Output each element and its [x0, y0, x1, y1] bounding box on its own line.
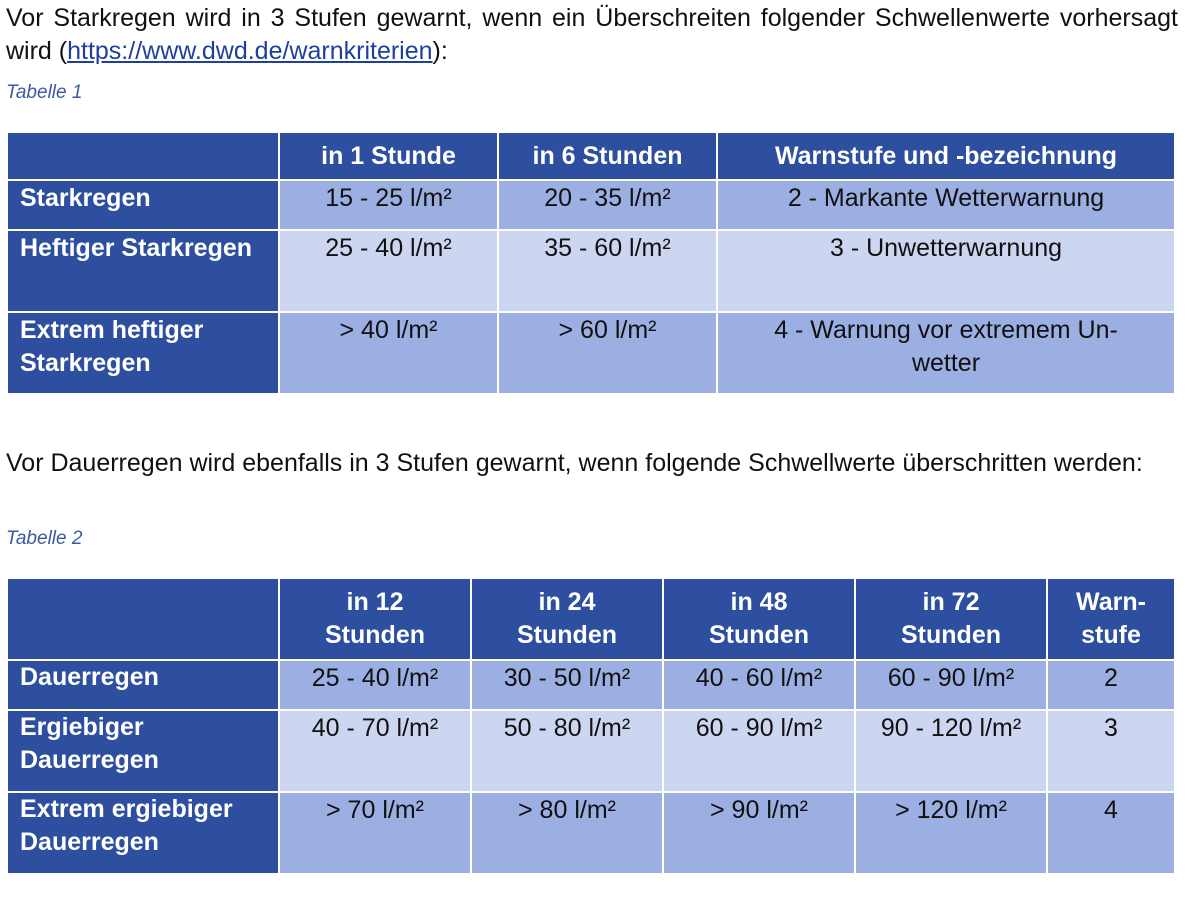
table-row	[7, 792, 1175, 874]
table-row	[7, 312, 1175, 394]
table-header-cell	[7, 578, 279, 660]
table-cell: 60 - 90 l/m²	[855, 660, 1047, 710]
table-header-row	[7, 132, 1175, 180]
table-cell: > 40 l/m²	[279, 312, 498, 394]
table-row	[7, 660, 1175, 710]
table-cell: 25 - 40 l/m²	[279, 230, 498, 312]
table-cell: 40 - 60 l/m²	[663, 660, 855, 710]
table-cell: 2	[1047, 660, 1175, 710]
table-cell: > 70 l/m²	[279, 792, 471, 874]
table-cell: > 60 l/m²	[498, 312, 717, 394]
table-cell: > 90 l/m²	[663, 792, 855, 874]
table-header-cell: in 72 Stunden	[855, 578, 1047, 660]
table2-caption: Tabelle 2	[6, 528, 83, 549]
table-cell: 20 - 35 l/m²	[498, 180, 717, 230]
row-label: Extrem heftiger Starkregen	[7, 312, 279, 394]
table-cell: 4 - Warnung vor extremem Un-wetter	[717, 312, 1175, 394]
intro-text-after-link: ):	[432, 37, 448, 65]
table-header-cell: in 6 Stunden	[498, 132, 717, 180]
intro-paragraph-starkregen	[6, 2, 1178, 68]
table-cell: > 80 l/m²	[471, 792, 663, 874]
table-cell: 3 - Unwetterwarnung	[717, 230, 1175, 312]
row-label: Extrem ergiebiger Dauerregen	[7, 792, 279, 874]
table-header-cell: in 1 Stunde	[279, 132, 498, 180]
dauerregen-table	[6, 577, 1176, 875]
starkregen-table	[6, 131, 1176, 395]
table-cell: 30 - 50 l/m²	[471, 660, 663, 710]
row-label: Heftiger Starkregen	[7, 230, 279, 312]
table-header-cell: in 12 Stunden	[279, 578, 471, 660]
intro-paragraph-dauerregen: Vor Dauerregen wird ebenfalls in 3 Stufen gewarnt, wenn folgende Schwellwerte überschritten werden:	[6, 449, 1143, 477]
table-cell: 3	[1047, 710, 1175, 792]
table-cell: 40 - 70 l/m²	[279, 710, 471, 792]
table-header-row	[7, 578, 1175, 660]
table-cell: 90 - 120 l/m²	[855, 710, 1047, 792]
table-header-cell: in 48 Stunden	[663, 578, 855, 660]
row-label: Ergiebiger Dauerregen	[7, 710, 279, 792]
table-row	[7, 180, 1175, 230]
table-cell: 25 - 40 l/m²	[279, 660, 471, 710]
table-cell: 35 - 60 l/m²	[498, 230, 717, 312]
table-cell: 4	[1047, 792, 1175, 874]
table-row	[7, 710, 1175, 792]
table-header-cell: in 24 Stunden	[471, 578, 663, 660]
table-cell: > 120 l/m²	[855, 792, 1047, 874]
table-row	[7, 230, 1175, 312]
table-header-cell: Warn-stufe	[1047, 578, 1175, 660]
table-header-cell	[7, 132, 279, 180]
table-header-cell: Warnstufe und -bezeichnung	[717, 132, 1175, 180]
table-cell: 2 - Markante Wetterwarnung	[717, 180, 1175, 230]
row-label: Dauerregen	[7, 660, 279, 710]
table1-caption: Tabelle 1	[6, 82, 83, 103]
row-label: Starkregen	[7, 180, 279, 230]
intro-text-before-link: Vor Starkregen wird in 3 Stufen gewarnt, wenn ein Überschreiten folgender Schwellenwerte vorhersagt wird (	[6, 4, 1178, 65]
table-cell: 60 - 90 l/m²	[663, 710, 855, 792]
dwd-warnkriterien-link[interactable]: https://www.dwd.de/warnkriterien	[67, 37, 433, 65]
table-cell: 15 - 25 l/m²	[279, 180, 498, 230]
table-cell: 50 - 80 l/m²	[471, 710, 663, 792]
